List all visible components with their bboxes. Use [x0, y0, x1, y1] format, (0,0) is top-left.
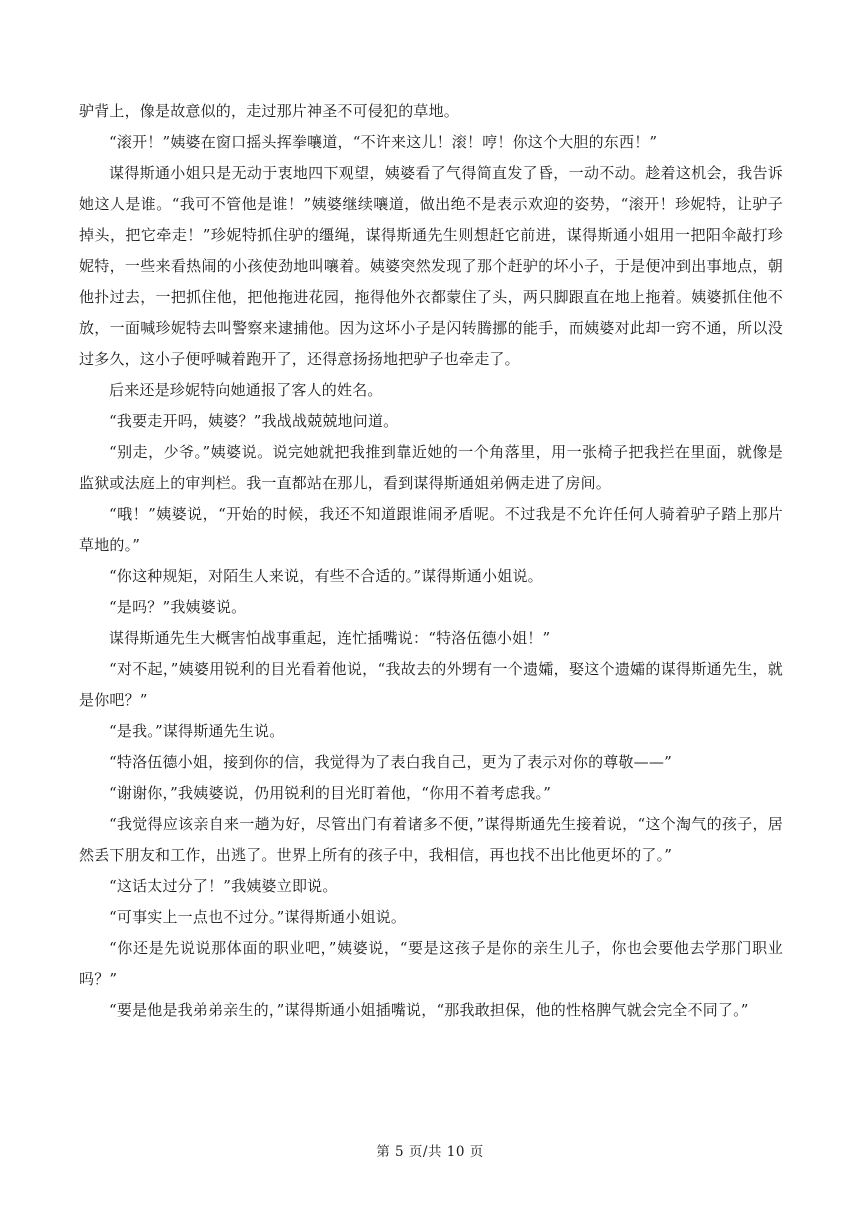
paragraph-10: 谋得斯通先生大概害怕战事重起，连忙插嘴说：“特洛伍德小姐！”: [109, 629, 551, 647]
paragraph-17: “可事实上一点也不过分。”谋得斯通小姐说。: [109, 908, 407, 926]
page-body: [79, 96, 783, 1026]
paragraph-9: “是吗？”我姨婆说。: [109, 598, 247, 616]
paragraph-2: “滚开！”姨婆在窗口摇头挥拳嚷道，“不许来这儿！滚！哼！你这个大胆的东西！”: [109, 133, 658, 151]
paragraph-8: “你这种规矩，对陌生人来说，有些不合适的。”谋得斯通小姐说。: [109, 567, 543, 585]
paragraph-14: “谢谢你，”我姨婆说，仍用锐利的目光盯着他，“你用不着考虑我。”: [109, 784, 552, 802]
paragraph-4: 后来还是珍妮特向她通报了客人的姓名。: [109, 381, 383, 399]
paragraph-13: “特洛伍德小姐，接到你的信，我觉得为了表白我自己，更为了表示对你的尊敬——”: [109, 753, 672, 771]
paragraph-7: “哦！”姨婆说，“开始的时候，我还不知道跟谁闹矛盾呢。不过我是不允许任何人骑着驴子踏上那片草地的。”: [79, 505, 783, 554]
paragraph-16: “这话太过分了！”我姨婆立即说。: [109, 877, 338, 895]
paragraph-1: 驴背上，像是故意似的，走过那片神圣不可侵犯的草地。: [79, 102, 460, 120]
paragraph-3: 谋得斯通小姐只是无动于衷地四下观望，姨婆看了气得简直发了昏，一动不动。趁着这机会，我告诉她这人是谁。“我可不管他是谁！”姨婆继续嚷道，做出绝不是表示欢迎的姿势，“滚开！珍妮特，让驴子掉头，把它牵走！”珍妮特抓住驴的缰绳，谋得斯通先生则想赶它前进，谋得斯通小姐用一把阳伞敲打珍妮特，一些来看热闹的小孩使劲地叫嚷着。姨婆突然发现了那个赶驴的坏小子，于是便冲到出事地点，朝他扑过去，一把抓住他，把他拖进花园，拖得他外衣都蒙住了头，两只脚跟直在地上拖着。姨婆抓住他不放，一面喊珍妮特去叫警察来逮捕他。因为这坏小子是闪转腾挪的能手，而姨婆对此却一窍不通，所以没过多久，这小子便呼喊着跑开了，还得意扬扬地把驴子也牵走了。: [79, 164, 783, 368]
paragraph-5: “我要走开吗，姨婆？”我战战兢兢地问道。: [109, 412, 399, 430]
paragraph-6: “别走，少爷。”姨婆说。说完她就把我推到靠近她的一个角落里，用一张椅子把我拦在里面，就像是监狱或法庭上的审判栏。我一直都站在那儿，看到谋得斯通姐弟俩走进了房间。: [79, 443, 783, 492]
page-footer: 第 5 页/共 10 页: [376, 1144, 484, 1160]
paragraph-18: “你还是先说说那体面的职业吧，”姨婆说，“要是这孩子是你的亲生儿子，你也会要他去学那门职业吗？”: [79, 939, 783, 988]
paragraph-19: “要是他是我弟弟亲生的，”谋得斯通小姐插嘴说，“那我敢担保，他的性格脾气就会完全不同了。”: [109, 1001, 749, 1019]
paragraph-15: “我觉得应该亲自来一趟为好，尽管出门有着诸多不便，”谋得斯通先生接着说，“这个淘气的孩子，居然丢下朋友和工作，出逃了。世界上所有的孩子中，我相信，再也找不出比他更坏的了。”: [79, 815, 783, 864]
paragraph-12: “是我。”谋得斯通先生说。: [109, 722, 285, 740]
paragraph-11: “对不起，”姨婆用锐利的目光看着他说，“我故去的外甥有一个遗孀，娶这个遗孀的谋得斯通先生，就是你吧？”: [79, 660, 783, 709]
